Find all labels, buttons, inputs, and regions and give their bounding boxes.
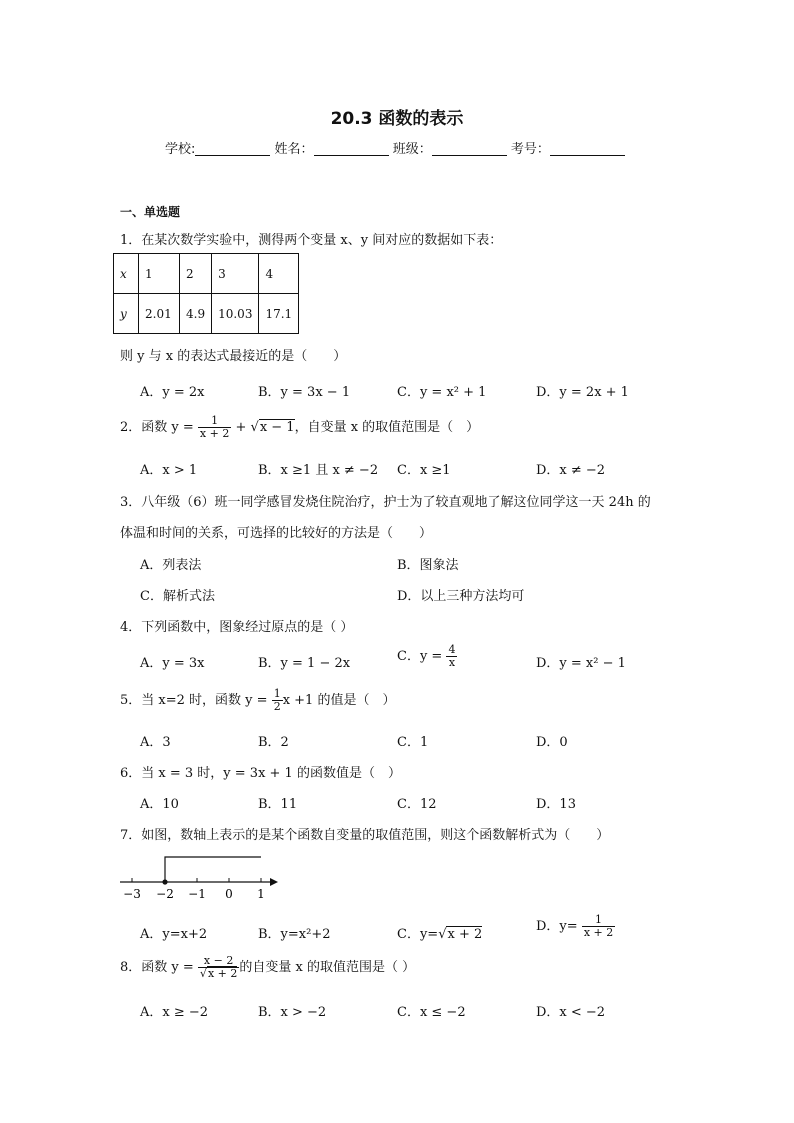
q1-option-b[interactable]: B．y = 3x − 1: [258, 385, 351, 400]
q2-sqrt: x − 1: [259, 420, 295, 435]
question-6-stem: 6．当 x = 3 时，y = 3x + 1 的函数值是（ ）: [120, 766, 401, 781]
table-cell: 2: [180, 254, 212, 294]
q5-frac-num: 1: [273, 687, 281, 700]
question-2-stem: 2．函数 y = $\frac{1}{x + 2}$ + √x − 1，自变量 x 的取值范围是（ ）: [120, 414, 480, 440]
question-3-line1: 3．八年级（6）班一同学感冒发烧住院治疗，护士为了较直观地了解这位同学这一天 24h 的: [120, 495, 651, 510]
class-label: 班级：: [392, 142, 432, 157]
table-cell: y: [114, 294, 139, 334]
q5-option-c[interactable]: C．1: [397, 735, 429, 750]
q5-fraction: [272, 688, 283, 713]
q8-option-a[interactable]: A．x ≥ −2: [140, 1005, 209, 1020]
q2-stem-post: ，自变量 x 的取值范围是（ ）: [294, 420, 480, 435]
q6-option-a[interactable]: A．10: [140, 797, 179, 812]
q5-option-d[interactable]: D．0: [536, 735, 568, 750]
q2-plus: +: [235, 420, 247, 435]
section-heading: 一、单选题: [120, 205, 181, 219]
q2-option-c[interactable]: C．x ≥1: [397, 463, 451, 478]
question-1-stem: 1．在某次数学实验中，测得两个变量 x、y 间对应的数据如下表：: [120, 233, 503, 248]
range-bracket: [165, 857, 261, 882]
name-label: 姓名：: [274, 142, 314, 157]
q3-option-d[interactable]: D．以上三种方法均可: [397, 589, 525, 604]
q6-option-b[interactable]: B．11: [258, 797, 298, 812]
table-cell: 1: [139, 254, 180, 294]
question-4-stem: 4．下列函数中，图象经过原点的是（ ）: [120, 620, 354, 635]
q4-c-den: x: [448, 656, 456, 669]
q4-option-a[interactable]: A．y = 3x: [140, 656, 205, 671]
q5-option-a[interactable]: A．3: [140, 735, 171, 750]
q7-d-num: 1: [582, 914, 615, 927]
question-8-stem: [120, 955, 415, 980]
q4-c-pre: C．y =: [397, 649, 443, 664]
tick-label: 1: [257, 887, 265, 901]
number-line-figure: [115, 852, 285, 902]
q7-option-b[interactable]: B．y=x²+2: [258, 927, 331, 942]
q7-c-sqrt: x + 2: [447, 927, 483, 942]
question-3-line2: 体温和时间的关系，可选择的比较好的方法是（ ）: [120, 526, 433, 541]
q8-stem-post: 的自变量 x 的取值范围是（ ）: [239, 960, 416, 975]
q7-option-a[interactable]: A．y=x+2: [140, 927, 208, 942]
question-5-stem: [120, 688, 395, 713]
q7-option-c[interactable]: C．y=√x + 2: [397, 927, 483, 942]
q7-option-d[interactable]: [536, 914, 615, 939]
number-label: 考号：: [510, 142, 550, 157]
q5-stem-post: x +1 的值是（ ）: [282, 693, 396, 708]
school-label: 学校:: [165, 142, 196, 157]
page-title: 20.3 函数的表示: [330, 109, 464, 129]
q1-data-table: [113, 253, 299, 334]
q2-frac-num: 1: [198, 415, 231, 428]
q8-option-d[interactable]: D．x < −2: [536, 1005, 606, 1020]
q5-option-b[interactable]: B．2: [258, 735, 289, 750]
tick-label: −2: [156, 887, 174, 901]
q6-option-c[interactable]: C．12: [397, 797, 437, 812]
q2-option-a[interactable]: A．x > 1: [140, 463, 198, 478]
q2-frac-den: x + 2: [199, 427, 230, 440]
school-blank[interactable]: [195, 141, 270, 156]
q7-d-fraction: [582, 914, 615, 939]
table-cell: 3: [212, 254, 259, 294]
q7-d-den: x + 2: [583, 926, 614, 939]
table-cell: 10.03: [212, 294, 259, 334]
q2-fraction: [198, 415, 231, 440]
table-cell: 4: [259, 254, 299, 294]
q3-option-b[interactable]: B．图象法: [397, 558, 459, 573]
q8-fraction: [198, 955, 239, 980]
tick-label: −1: [188, 887, 206, 901]
q1-option-d[interactable]: D．y = 2x + 1: [536, 385, 629, 400]
q5-frac-den: 2: [273, 700, 281, 713]
q4-option-b[interactable]: B．y = 1 − 2x: [258, 656, 351, 671]
table-cell: 2.01: [139, 294, 180, 334]
q3-option-c[interactable]: C．解析式法: [140, 589, 215, 604]
q8-stem-pre: 8．函数 y =: [120, 960, 194, 975]
q8-frac-num: x − 2: [198, 955, 239, 968]
q2-stem-pre: 2．函数 y =: [120, 420, 194, 435]
class-blank[interactable]: [432, 141, 507, 156]
axis-arrow-icon: [270, 878, 278, 886]
q8-den-sqrt: x + 2: [207, 967, 238, 980]
table-row: [114, 294, 299, 334]
q1-option-a[interactable]: A．y = 2x: [140, 385, 205, 400]
q8-option-b[interactable]: B．x > −2: [258, 1005, 327, 1020]
q4-option-c[interactable]: [397, 644, 457, 669]
tick-label: −3: [123, 887, 141, 901]
q7-c-pre: C．y=: [397, 927, 439, 942]
name-blank[interactable]: [314, 141, 389, 156]
table-cell: x: [114, 254, 139, 294]
q4-c-fraction: [446, 644, 457, 669]
number-blank[interactable]: [550, 141, 625, 156]
table-cell: 4.9: [180, 294, 212, 334]
q6-option-d[interactable]: D．13: [536, 797, 576, 812]
table-cell: 17.1: [259, 294, 299, 334]
q3-option-a[interactable]: A．列表法: [140, 558, 202, 573]
q5-stem-pre: 5．当 x=2 时，函数 y =: [120, 693, 268, 708]
q1-option-c[interactable]: C．y = x² + 1: [397, 385, 487, 400]
question-7-stem: 7．如图，数轴上表示的是某个函数自变量的取值范围，则这个函数解析式为（ ）: [120, 828, 610, 843]
table-row: [114, 254, 299, 294]
student-info-row: [165, 138, 625, 157]
q8-frac-den: √x + 2: [199, 967, 238, 980]
q4-c-num: 4: [448, 643, 456, 656]
tick-label: 0: [225, 887, 233, 901]
q2-option-b[interactable]: B．x ≥1 且 x ≠ −2: [258, 463, 379, 478]
question-1-follow: 则 y 与 x 的表达式最接近的是（ ）: [120, 349, 347, 364]
q2-option-d[interactable]: D．x ≠ −2: [536, 463, 606, 478]
q4-option-d[interactable]: D．y = x² − 1: [536, 656, 626, 671]
q8-option-c[interactable]: C．x ≤ −2: [397, 1005, 466, 1020]
q7-d-pre: D．y=: [536, 919, 578, 934]
